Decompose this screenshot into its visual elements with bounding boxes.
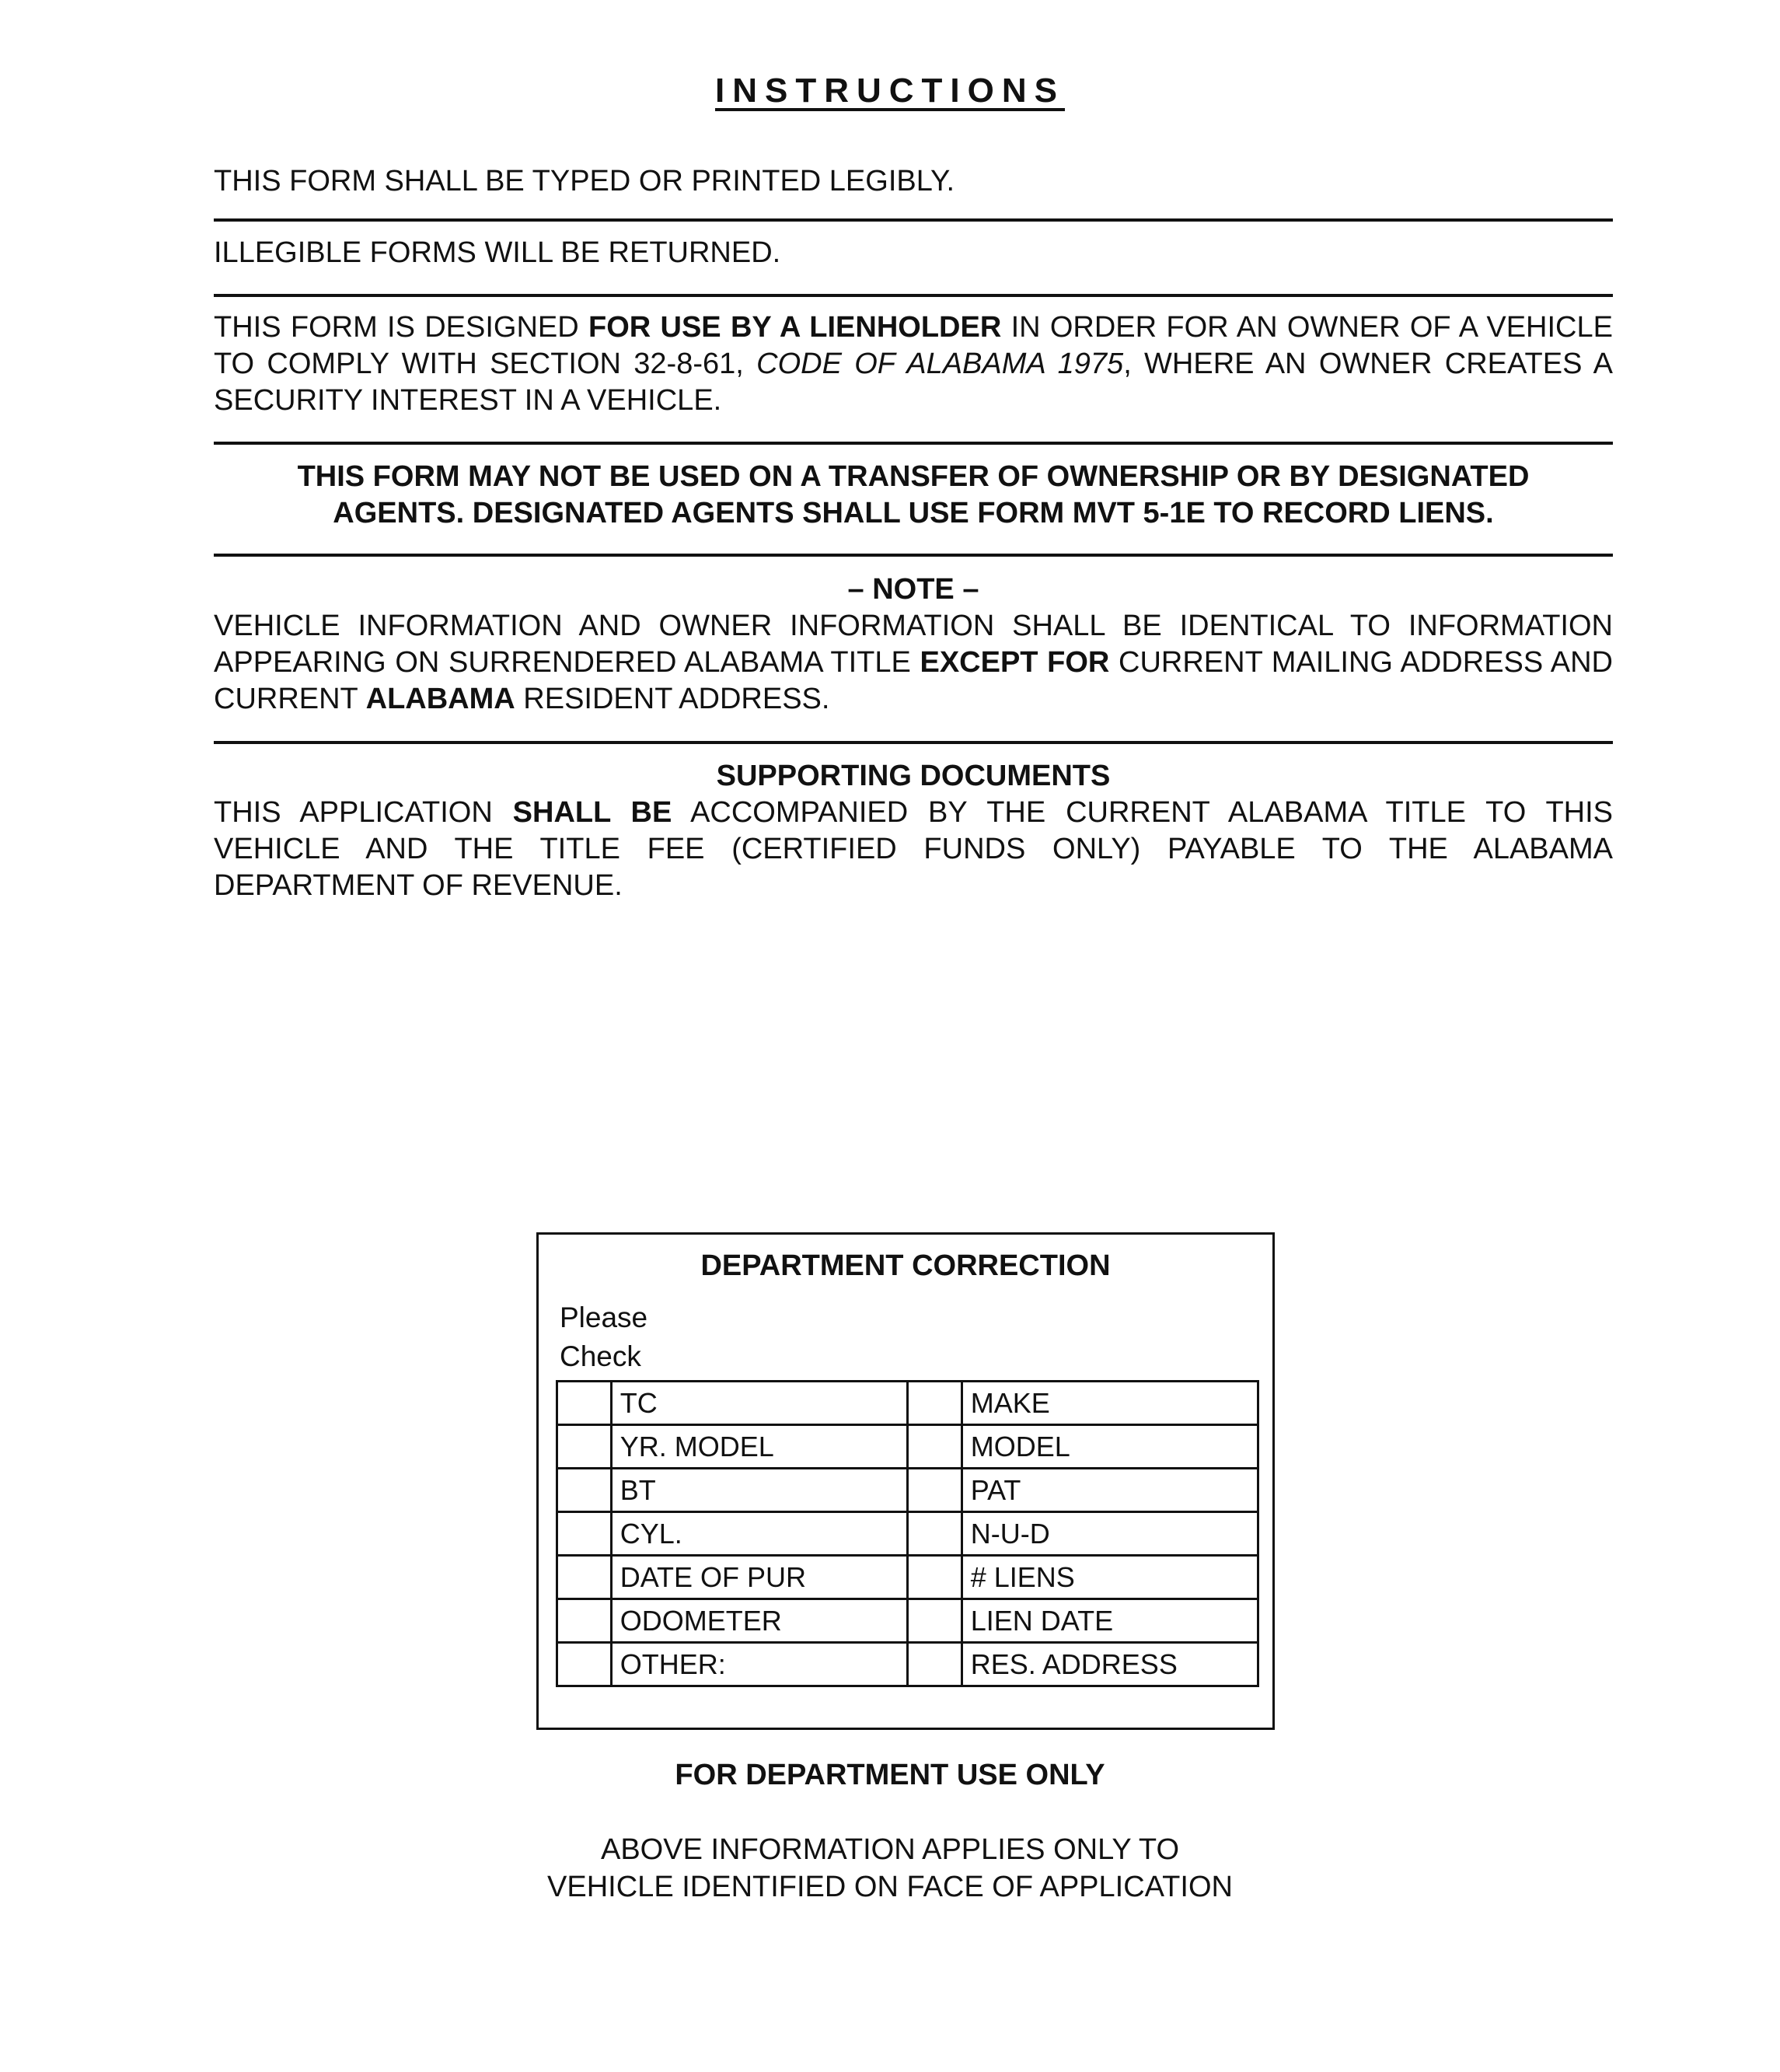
divider bbox=[214, 442, 1613, 445]
checkbox-cell[interactable] bbox=[557, 1599, 612, 1643]
divider bbox=[214, 554, 1613, 557]
divider bbox=[214, 218, 1613, 222]
checkbox-cell[interactable] bbox=[557, 1643, 612, 1686]
field-label: CYL. bbox=[611, 1512, 907, 1556]
instruction-illegible: ILLEGIBLE FORMS WILL BE RETURNED. bbox=[214, 236, 781, 269]
field-label: N-U-D bbox=[962, 1512, 1258, 1556]
checkbox-cell[interactable] bbox=[908, 1556, 962, 1599]
text: , WHERE AN OWNER CREATES A SECURITY INTEREST IN A VEHICLE. bbox=[214, 348, 1613, 417]
field-label: YR. MODEL bbox=[611, 1425, 907, 1469]
field-label: DATE OF PUR bbox=[611, 1556, 907, 1599]
warning-block bbox=[233, 459, 1593, 532]
field-label: # LIENS bbox=[962, 1556, 1258, 1599]
checkbox-cell[interactable] bbox=[908, 1382, 962, 1425]
correction-row bbox=[557, 1382, 1258, 1425]
correction-row bbox=[557, 1512, 1258, 1556]
bold-text: FOR USE BY A LIENHOLDER bbox=[588, 311, 1002, 344]
field-label: MAKE bbox=[962, 1382, 1258, 1425]
field-label: RES. ADDRESS bbox=[962, 1643, 1258, 1686]
checkbox-cell[interactable] bbox=[557, 1556, 612, 1599]
divider bbox=[214, 741, 1613, 744]
checkbox-cell[interactable] bbox=[557, 1425, 612, 1469]
checkbox-cell[interactable] bbox=[908, 1512, 962, 1556]
bold-text: ALABAMA bbox=[365, 683, 515, 715]
field-label: ODOMETER bbox=[611, 1599, 907, 1643]
correction-row bbox=[557, 1469, 1258, 1512]
text: RESIDENT ADDRESS. bbox=[515, 683, 830, 715]
please-text: Please bbox=[560, 1302, 648, 1333]
warning-line-2: AGENTS. DESIGNATED AGENTS SHALL USE FORM MVT 5-1E TO RECORD LIENS. bbox=[333, 497, 1494, 529]
text: THIS FORM IS DESIGNED bbox=[214, 311, 588, 344]
applies-note bbox=[0, 1831, 1780, 1906]
bold-text: EXCEPT FOR bbox=[920, 646, 1110, 679]
text: VEHICLE INFORMATION AND OWNER INFORMATION SHALL BE IDENTICAL TO INFORMATION APPEARING ON SURRENDERED ALABAMA TITLE bbox=[214, 610, 1613, 679]
instruction-typed: THIS FORM SHALL BE TYPED OR PRINTED LEGIBLY. bbox=[214, 165, 955, 197]
checkbox-cell[interactable] bbox=[908, 1425, 962, 1469]
text: IN ORDER FOR AN OWNER OF A VEHICLE TO COMPLY WITH SECTION 32-8-61, bbox=[214, 311, 1613, 380]
note-heading: – NOTE – bbox=[847, 573, 979, 606]
checkbox-cell[interactable] bbox=[908, 1469, 962, 1512]
applies-line-1: ABOVE INFORMATION APPLIES ONLY TO bbox=[600, 1833, 1180, 1866]
italic-text: CODE OF ALABAMA 1975 bbox=[756, 348, 1124, 380]
note-text bbox=[214, 608, 1613, 718]
checkbox-cell[interactable] bbox=[908, 1643, 962, 1686]
field-label: PAT bbox=[962, 1469, 1258, 1512]
checkbox-cell[interactable] bbox=[557, 1512, 612, 1556]
applies-line-2: VEHICLE IDENTIFIED ON FACE OF APPLICATION bbox=[547, 1871, 1233, 1903]
correction-title: DEPARTMENT CORRECTION bbox=[700, 1249, 1111, 1282]
field-label: LIEN DATE bbox=[962, 1599, 1258, 1643]
title-text: INSTRUCTIONS bbox=[715, 72, 1065, 110]
instruction-lienholder bbox=[214, 309, 1613, 419]
field-label: TC bbox=[611, 1382, 907, 1425]
text: CURRENT MAILING ADDRESS AND CURRENT bbox=[214, 646, 1613, 715]
text: ACCOMPANIED BY THE CURRENT ALABAMA TITLE TO THIS VEHICLE AND THE TITLE FEE (CERTIFIED FUNDS ONLY) PAYABLE TO THE ALABAMA DEPARTMENT OF REVENUE. bbox=[214, 796, 1613, 902]
bold-text: SHALL BE bbox=[512, 796, 672, 829]
please-check-label bbox=[560, 1298, 647, 1376]
correction-table bbox=[556, 1380, 1259, 1687]
correction-row bbox=[557, 1599, 1258, 1643]
warning-line-1: THIS FORM MAY NOT BE USED ON A TRANSFER OF OWNERSHIP OR BY DESIGNATED bbox=[297, 460, 1530, 493]
field-label: MODEL bbox=[962, 1425, 1258, 1469]
checkbox-cell[interactable] bbox=[908, 1599, 962, 1643]
correction-row bbox=[557, 1556, 1258, 1599]
field-label: BT bbox=[611, 1469, 907, 1512]
page-title bbox=[0, 72, 1780, 110]
text: THIS APPLICATION bbox=[214, 796, 513, 829]
check-text: Check bbox=[560, 1340, 641, 1372]
correction-row bbox=[557, 1425, 1258, 1469]
checkbox-cell[interactable] bbox=[557, 1382, 612, 1425]
supporting-text bbox=[214, 795, 1613, 904]
divider bbox=[214, 294, 1613, 297]
department-use-only: FOR DEPARTMENT USE ONLY bbox=[675, 1759, 1105, 1791]
correction-row bbox=[557, 1643, 1258, 1686]
field-label: OTHER: bbox=[611, 1643, 907, 1686]
supporting-heading: SUPPORTING DOCUMENTS bbox=[716, 760, 1111, 792]
checkbox-cell[interactable] bbox=[557, 1469, 612, 1512]
